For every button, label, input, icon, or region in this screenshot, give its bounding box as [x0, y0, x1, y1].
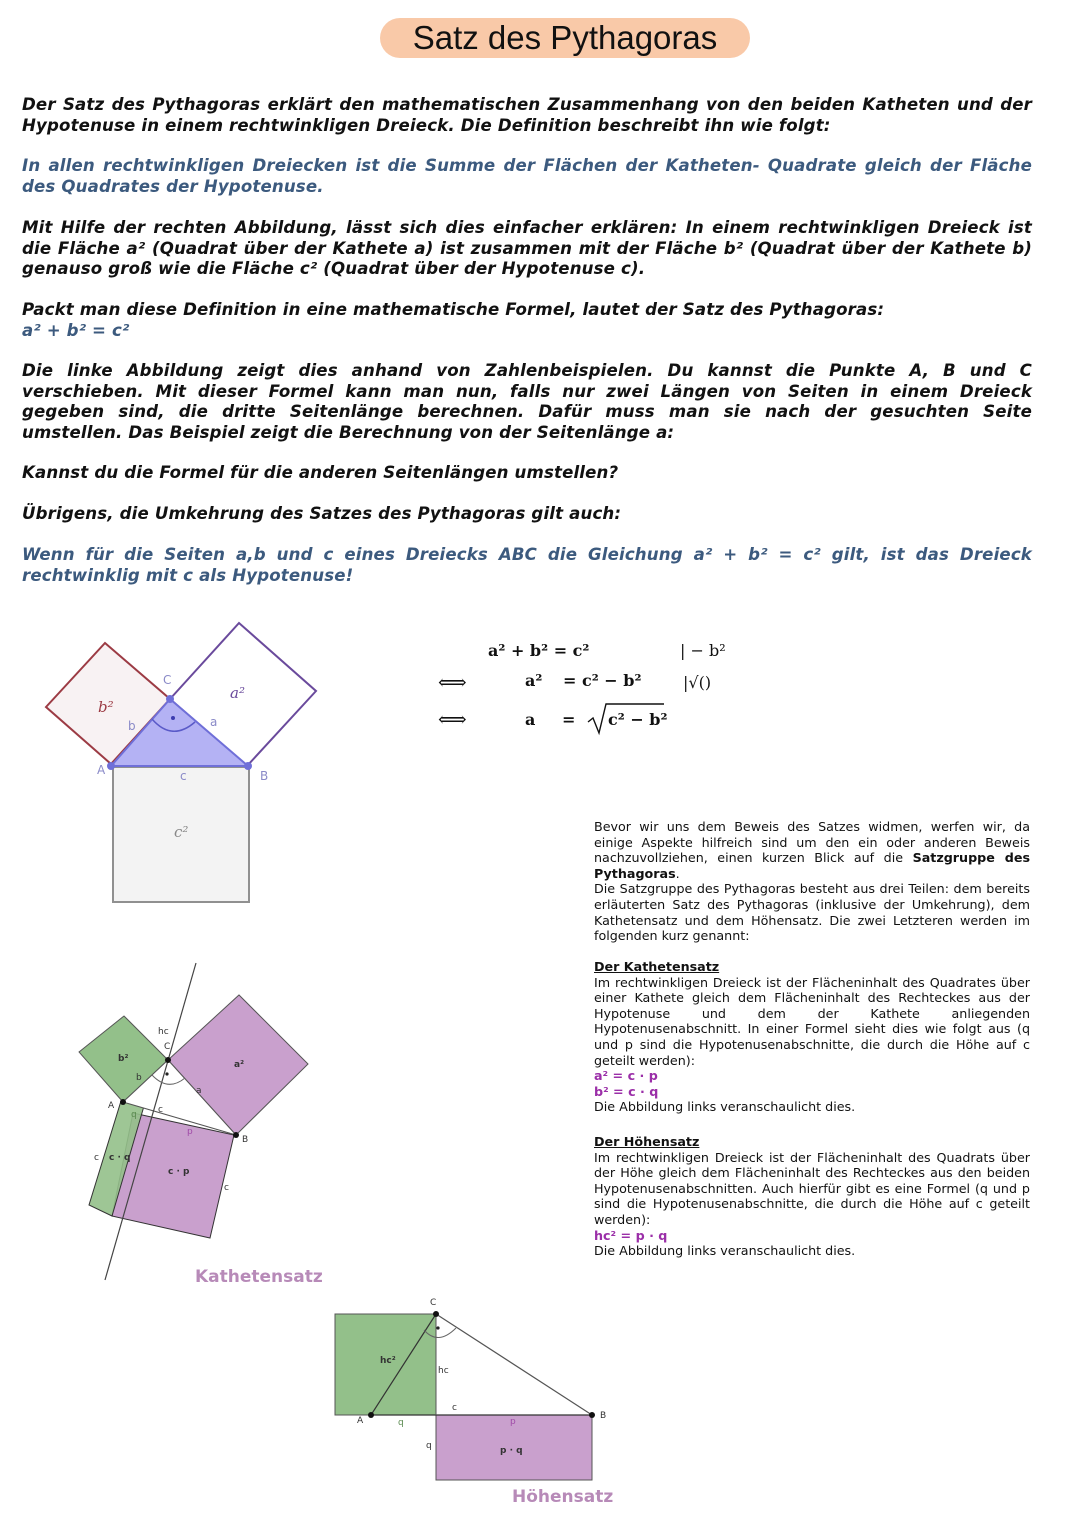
kathetensatz-section — [594, 959, 1030, 1115]
label-q-3: q — [398, 1418, 404, 1428]
point-b-2 — [233, 1132, 239, 1138]
example-paragraph: Die linke Abbildung zeigt dies anhand von Zahlenbeispielen. Du kannst die Punkte A, B und C verschieben. Mit dieser Formel kann man nun, falls nur zwei Längen von Seiten in einem Dreieck gegeben sind, die dritte Seitenlänge berechnen. Dafür muss man sie nach der gesuchten Seite umstellen. Das Beispiel zeigt die Berechnung von der Seitenlänge a: — [22, 361, 1032, 442]
satzgruppe-intro-end: . — [675, 865, 680, 881]
label-side-a: a — [210, 715, 218, 729]
label-hc2: hc² — [380, 1356, 396, 1366]
hoehensatz-text: Im rechtwinkligen Dreieck ist der Flächeninhalt des Quadrats über der Höhe gleich dem Flächeninhalt des Rechteckes aus den beiden Hypotenusenabschnitten. Auch hierfür gibt es eine Formel (q und p sind die Hypotenusenabschnitte, die durch die Höhe auf c geteilt werden): — [594, 1149, 1030, 1227]
hoehensatz-section — [594, 1134, 1030, 1259]
point-b-3 — [589, 1412, 595, 1418]
label-cq: c · q — [109, 1153, 131, 1163]
kathetensatz-formula-1: a² = c · p — [594, 1068, 658, 1084]
hoehensatz-formula: hc² = p · q — [594, 1227, 668, 1243]
pythagoras-figure — [46, 623, 316, 902]
hoehensatz-caption: Höhensatz — [512, 1487, 614, 1507]
explanation-paragraph: Mit Hilfe der rechten Abbildung, lässt sich dies einfacher erklären: In einem rechtwinkligen Dreieck ist die Fläche a² (Quadrat über der Kathete a) ist zusammen mit der Fläche b² (Quadrat über der Kathete b) genauso groß wie die Fläche c² (Quadrat über der Hypotenuse c). — [22, 218, 1032, 278]
equation-row-3-radicand: c² − b² — [608, 710, 668, 729]
kathetensatz-note: Die Abbildung links veranschaulicht dies. — [594, 1099, 856, 1115]
definition-text: In allen rechtwinkligen Dreiecken ist die Summe der Flächen der Katheten- Quadrate gleich der Fläche des Quadrates der Hypotenuse. — [22, 156, 1032, 196]
point-c-2 — [165, 1057, 171, 1063]
hoehensatz-note: Die Abbildung links veranschaulicht dies. — [594, 1243, 856, 1259]
point-c[interactable] — [166, 695, 174, 703]
hoehensatz-heading: Der Höhensatz — [594, 1134, 700, 1149]
right-angle-dot-2 — [165, 1072, 168, 1075]
point-a-3 — [368, 1412, 374, 1418]
label-point-b-2: B — [242, 1135, 249, 1145]
equation-row-3-eq: = — [562, 710, 576, 729]
label-p-3: p — [510, 1417, 516, 1427]
equation-op-2: |√() — [683, 673, 712, 692]
label-a2: a² — [230, 684, 245, 702]
label-point-a-3: A — [357, 1416, 364, 1426]
kathetensatz-text: Im rechtwinkligen Dreieck ist der Flächeninhalt des Quadrates über einer Kathete gleich dem Flächeninhalt des Rechteckes aus der Hypotenuse und dem der Kathete anliegenden Hypotenusenabschnitt. In einer Formel sieht dies wie folgt aus (q und p sind die Hypotenusenabschnitte, die durch die Höhe auf c geteilt werden): — [594, 974, 1030, 1068]
kathetensatz-figure — [79, 963, 308, 1280]
question-paragraph: Kannst du die Formel für die anderen Seitenlängen umstellen? — [22, 463, 619, 482]
equation-row-2-lhs: a² — [525, 671, 543, 690]
equation-block — [438, 641, 726, 733]
label-point-c: C — [163, 673, 172, 687]
label-side-c-2: c — [158, 1105, 163, 1115]
label-pq: p · q — [500, 1446, 523, 1456]
label-c-left: c — [94, 1153, 99, 1163]
equation-row-2-rhs: = c² − b² — [563, 671, 642, 690]
equation-row-3-lhs: a — [525, 710, 536, 729]
label-point-b-3: B — [600, 1411, 607, 1421]
label-cp: c · p — [168, 1167, 190, 1177]
label-hc: hc — [158, 1027, 169, 1037]
label-point-b: B — [260, 769, 269, 783]
satzgruppe-intro: Bevor wir uns dem Beweis des Satzes widmen, werfen wir, da einige Aspekte hilfreich sind um den ein oder anderen Beweis nachzuvollziehen, einen kurzen Blick auf die — [594, 819, 1030, 866]
intro-paragraph-1: Der Satz des Pythagoras erklärt den mathematischen Zusammenhang von den beiden Katheten und der Hypotenuse in einem rechtwinkligen Dreieck. Die Definition beschreibt ihn wie folgt: — [22, 95, 1032, 135]
label-side-b-2: b — [136, 1073, 142, 1083]
label-side-c-3: c — [452, 1403, 457, 1413]
right-angle-dot-3 — [436, 1326, 439, 1329]
label-b2: b² — [98, 698, 114, 716]
page-title: Satz des Pythagoras — [380, 18, 750, 58]
kathetensatz-formula-2: b² = c · q — [594, 1083, 659, 1099]
label-p-2: p — [187, 1127, 193, 1137]
equation-row-1: a² + b² = c² — [488, 641, 590, 660]
equation-op-1: | − b² — [680, 641, 726, 660]
equivalence-arrow-2: ⟺ — [438, 707, 467, 731]
kathetensatz-caption: Kathetensatz — [195, 1267, 323, 1287]
side-a-line — [436, 1314, 592, 1415]
point-b[interactable] — [244, 762, 252, 770]
label-side-a-2: a — [196, 1086, 202, 1096]
satzgruppe-section — [594, 819, 1030, 944]
label-q-side: q — [426, 1441, 432, 1451]
satzgruppe-text: Die Satzgruppe des Pythagoras besteht aus drei Teilen: dem bereits erläuterten Satz des Pythagoras (inklusive der Umkehrung), dem Kathetensatz und dem Höhensatz. Die zwei Letzteren werden im folgenden kurz genannt: — [594, 881, 1030, 944]
converse-statement: Wenn für die Seiten a,b und c eines Dreiecks ABC die Gleichung a² + b² = c² gilt, ist das Dreieck rechtwinklig mit c als Hypotenuse! — [22, 545, 1032, 585]
hoehensatz-figure — [335, 1298, 606, 1480]
label-side-b: b — [128, 719, 136, 733]
right-angle-dot — [171, 716, 175, 720]
kathetensatz-heading: Der Kathetensatz — [594, 959, 720, 974]
equivalence-arrow-1: ⟺ — [438, 670, 467, 694]
point-a[interactable] — [107, 762, 115, 770]
pythagoras-formula: a² + b² = c² — [22, 320, 130, 340]
label-point-a-2: A — [108, 1101, 115, 1111]
point-c-3 — [433, 1311, 439, 1317]
label-a2-2: a² — [234, 1060, 245, 1070]
label-q-2: q — [131, 1110, 137, 1120]
label-hc-3: hc — [438, 1366, 449, 1376]
label-c-right: c — [224, 1183, 229, 1193]
label-side-c: c — [180, 769, 187, 783]
satzgruppe-bold: Satzgruppe des Pythagoras — [594, 850, 1030, 881]
point-a-2 — [120, 1099, 126, 1105]
label-point-c-3: C — [430, 1298, 437, 1308]
label-b2-2: b² — [118, 1054, 129, 1064]
converse-intro: Übrigens, die Umkehrung des Satzes des Pythagoras gilt auch: — [22, 504, 622, 523]
label-point-c-2: C — [164, 1042, 171, 1052]
formula-intro: Packt man diese Definition in eine mathematische Formel, lautet der Satz des Pythagoras: — [22, 300, 885, 319]
label-c2: c² — [174, 823, 189, 841]
label-point-a: A — [97, 763, 106, 777]
